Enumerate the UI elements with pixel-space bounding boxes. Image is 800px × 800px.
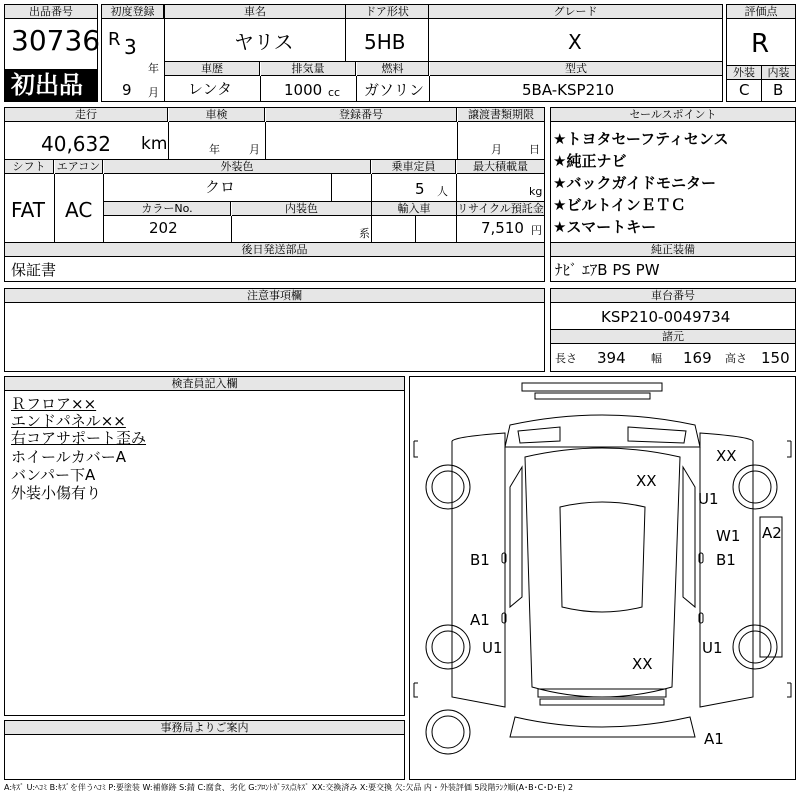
- mileage-unit: km: [141, 134, 168, 154]
- reg-month: 9: [122, 81, 132, 99]
- damage-mark: XX: [636, 472, 657, 490]
- regno-label: 登録番号: [266, 108, 457, 122]
- transfer-label: 譲渡書類期限: [458, 108, 544, 122]
- inspection-label: 車検: [169, 108, 265, 122]
- import-label: 輸入車: [372, 202, 456, 216]
- damage-mark: A1: [704, 730, 724, 748]
- shift: FAT: [11, 198, 46, 222]
- length: 394: [597, 349, 626, 367]
- inspector-line: 外装小傷有り: [11, 484, 102, 502]
- lot-box: [4, 4, 101, 102]
- inspector-label: 検査員記入欄: [5, 377, 404, 391]
- color-number: 202: [149, 219, 178, 237]
- month-unit: 月: [148, 86, 159, 99]
- height-label: 高さ: [725, 352, 747, 365]
- sales-item: ★スマートキー: [553, 218, 657, 236]
- insp-month-unit: 月: [249, 143, 260, 156]
- damage-mark: XX: [716, 447, 737, 465]
- lot-number: 30736: [11, 24, 101, 57]
- name-label: 車名: [165, 5, 345, 19]
- equipment-label: 純正装備: [551, 243, 795, 257]
- exterior-color: クロ: [205, 178, 236, 196]
- chassis-box: [550, 288, 796, 372]
- later-parts-box: [4, 242, 545, 282]
- damage-diagram: [409, 376, 796, 780]
- fuel-label: 燃料: [357, 62, 429, 76]
- damage-mark: U1: [702, 639, 723, 657]
- colorno-label: カラーNo.: [104, 202, 231, 216]
- transfer-day-unit: 日: [529, 143, 540, 156]
- office-label: 事務局よりご案内: [5, 721, 404, 735]
- inspector-box: [4, 376, 405, 716]
- damage-mark: B1: [716, 551, 736, 569]
- inspector-line: バンパー下A: [11, 466, 96, 484]
- transfer-month-unit: 月: [491, 143, 502, 156]
- model-code: 5BA-KSP210: [522, 81, 615, 99]
- length-label: 長さ: [555, 352, 577, 365]
- era: R: [108, 29, 121, 50]
- score: R: [751, 29, 770, 59]
- notes-box: [4, 288, 545, 372]
- grade-label: グレード: [429, 5, 722, 19]
- insp-year-unit: 年: [209, 143, 220, 156]
- model-label: 型式: [430, 62, 722, 76]
- damage-mark: A1: [470, 611, 490, 629]
- later-parts-label: 後日発送部品: [5, 243, 544, 257]
- later-parts: 保証書: [11, 261, 57, 279]
- office-box: [4, 720, 405, 780]
- grade: X: [568, 30, 582, 54]
- inspector-line: ホイールカバーA: [11, 448, 126, 466]
- sales-item: ★純正ナビ: [553, 152, 627, 170]
- capacity-unit: 人: [437, 185, 448, 198]
- aircon: AC: [65, 198, 93, 222]
- score-label: 評価点: [727, 5, 795, 19]
- chassis-label: 車台番号: [551, 289, 795, 303]
- damage-mark: B1: [470, 551, 490, 569]
- recycle-unit: 円: [531, 224, 542, 237]
- year-unit: 年: [148, 62, 159, 75]
- lot-label: 出品番号: [5, 5, 97, 19]
- ext-label: 外装: [727, 66, 761, 80]
- sales-item: ★トヨタセーフティセンス: [553, 130, 729, 148]
- inspector-line: エンドパネル××: [11, 412, 126, 430]
- legend: A:ｷｽﾞ U:ﾍｺﾐ B:ｷｽﾞを伴うﾍｺﾐ P:要塗装 W:補修跡 S:錆 C:腐食、劣化 G:ﾌﾛﾝﾄｶﾞﾗｽ点ｷｽﾞ XX:交換済み X:要交換 欠:欠品 内・外装評価 5段階ﾗﾝｸ順(A･B･C･D･E) 2: [4, 783, 574, 792]
- sales-box: [550, 107, 796, 282]
- intcolor-unit: 系: [359, 227, 370, 240]
- chassis-number: KSP210-0049734: [601, 308, 731, 326]
- vehicle-info-box: [101, 4, 723, 102]
- fuel: ガソリン: [364, 81, 425, 99]
- sales-label: セールスポイント: [551, 108, 795, 122]
- reg-label: 初度登録: [102, 5, 164, 19]
- capacity: 5: [415, 180, 425, 198]
- load-label: 最大積載量: [457, 160, 544, 174]
- car-outline: [410, 377, 795, 779]
- notes-label: 注意事項欄: [5, 289, 544, 303]
- sales-item: ★バックガイドモニター: [553, 174, 716, 192]
- damage-mark: XX: [632, 655, 653, 673]
- mileage: 40,632: [41, 132, 111, 156]
- dims-label: 諸元: [551, 330, 795, 344]
- load-unit: kg: [529, 185, 543, 198]
- recycle-fee: 7,510: [481, 219, 524, 237]
- damage-mark: W1: [716, 527, 741, 545]
- mileage-label: 走行: [5, 108, 168, 122]
- displacement: 1000: [284, 81, 323, 99]
- vehicle-name: ヤリス: [234, 30, 294, 54]
- ac-label: エアコン: [55, 160, 103, 174]
- width: 169: [683, 349, 712, 367]
- height: 150: [761, 349, 790, 367]
- reg-year: 3: [124, 35, 137, 59]
- damage-mark: U1: [698, 490, 719, 508]
- int-label: 内装: [762, 66, 795, 80]
- equipment: ﾅﾋﾞ ｴｱB PS PW: [555, 261, 660, 279]
- width-label: 幅: [651, 352, 662, 365]
- inspector-line: 右コアサポート歪み: [11, 429, 147, 447]
- shift-label: シフト: [5, 160, 54, 174]
- disp-unit: cc: [328, 86, 341, 99]
- door-label: ドア形状: [346, 5, 428, 19]
- inspector-line: Ｒフロア××: [11, 395, 97, 413]
- score-box: [726, 4, 796, 102]
- door-type: 5HB: [364, 30, 406, 54]
- recycle-label: リサイクル預託金: [457, 202, 544, 215]
- interior-grade: B: [773, 81, 784, 99]
- history: レンタ: [188, 80, 233, 98]
- sales-item: ★ビルトインＥＴＣ: [553, 196, 686, 214]
- intcolor-label: 内装色: [232, 202, 371, 216]
- color-label: 外装色: [104, 160, 371, 174]
- history-label: 車歴: [165, 62, 260, 76]
- exterior-grade: C: [739, 81, 750, 99]
- spec-box: [4, 107, 545, 243]
- damage-mark: A2: [762, 524, 782, 542]
- damage-mark: U1: [482, 639, 503, 657]
- capacity-label: 乗車定員: [372, 160, 456, 174]
- first-listing-badge: 初出品: [11, 71, 83, 99]
- disp-label: 排気量: [261, 62, 356, 76]
